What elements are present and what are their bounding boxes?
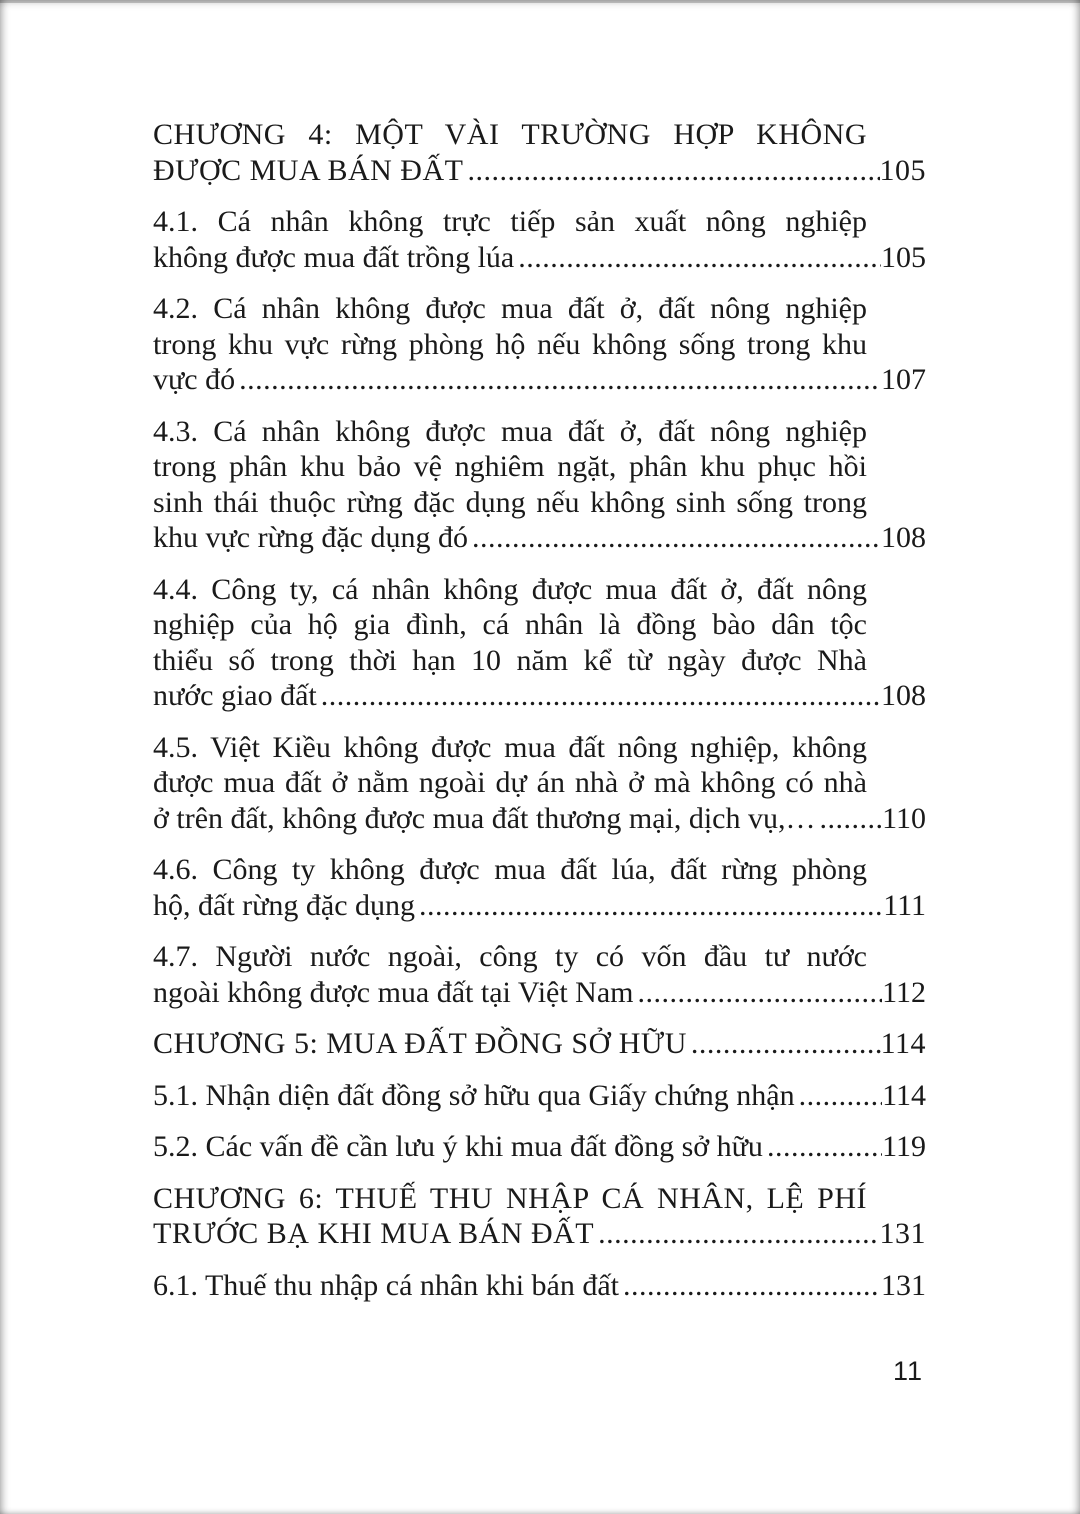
page-top-edge xyxy=(0,0,1080,3)
dot-leader xyxy=(467,153,879,189)
toc-entry-last-line xyxy=(153,1268,926,1304)
toc-entry-4-7[interactable] xyxy=(153,939,926,1010)
toc-entry-last-line xyxy=(153,801,926,837)
toc-entry-last-line xyxy=(153,240,926,276)
toc-entry-text-line: CHƯƠNG 6: THUẾ THU NHẬP CÁ NHÂN, LỆ PHÍ xyxy=(153,1181,867,1215)
toc-entry-text: 5.1. Nhận diện đất đồng sở hữu qua Giấy chứng nhận xyxy=(153,1078,795,1112)
toc-page-number: 131 xyxy=(881,1268,926,1302)
dot-leader xyxy=(623,1268,881,1304)
toc-entry-4-4[interactable] xyxy=(153,572,926,714)
toc-entry-text: 5.2. Các vấn đề cần lưu ý khi mua đất đồng sở hữu xyxy=(153,1130,763,1163)
toc-entry-last-line xyxy=(153,153,926,189)
toc-entry-text-line: 4.6. Công ty không được mua đất lúa, đất rừng phòng xyxy=(153,853,867,886)
toc-entry-text-line: 4.7. Người nước ngoài, công ty có vốn đầu tư nước xyxy=(153,940,867,973)
toc-page-number: 108 xyxy=(881,521,926,554)
dot-leader xyxy=(321,678,881,714)
toc-entry-4-2[interactable] xyxy=(153,291,926,398)
table-of-contents xyxy=(153,117,926,1319)
toc-entry-chapter-4[interactable] xyxy=(153,117,926,188)
toc-entry-text: CHƯƠNG 5: MUA ĐẤT ĐỒNG SỞ HỮU xyxy=(153,1027,687,1060)
page-number: 11 xyxy=(892,1356,923,1386)
toc-page-number: 110 xyxy=(882,801,926,835)
toc-entry-chapter-6[interactable] xyxy=(153,1181,926,1252)
toc-entry-text-line: trong phân khu bảo vệ nghiêm ngặt, phân khu phục hồi xyxy=(153,450,867,483)
toc-entry-text: hộ, đất rừng đặc dụng xyxy=(153,888,416,922)
dot-leader xyxy=(820,801,883,837)
toc-entry-last-line xyxy=(153,1216,926,1252)
dot-leader xyxy=(691,1026,881,1062)
toc-entry-text: khu vực rừng đặc dụng đó xyxy=(153,521,468,554)
toc-entry-text-line: 4.4. Công ty, cá nhân không được mua đất ở, đất nông xyxy=(153,572,867,606)
toc-entry-text-line: trong khu vực rừng phòng hộ nếu không sống trong khu xyxy=(153,327,867,361)
toc-entry-text: 6.1. Thuế thu nhập cá nhân khi bán đất xyxy=(153,1268,619,1302)
toc-entry-text: ngoài không được mua đất tại Việt Nam xyxy=(153,975,634,1009)
toc-entry-text-line: 4.3. Cá nhân không được mua đất ở, đất nông nghiệp xyxy=(153,414,867,448)
toc-entry-5-2[interactable] xyxy=(153,1129,926,1165)
dot-leader xyxy=(638,975,883,1011)
toc-entry-text: nước giao đất xyxy=(153,679,317,712)
toc-entry-text-line: thiểu số trong thời hạn 10 năm kể từ ngày được Nhà xyxy=(153,643,867,677)
toc-entry-4-1[interactable] xyxy=(153,204,926,275)
toc-page-number: 114 xyxy=(882,1078,926,1112)
toc-entry-text-line: 4.5. Việt Kiều không được mua đất nông nghiệp, không xyxy=(153,730,867,764)
toc-entry-last-line xyxy=(153,678,926,714)
toc-page-number: 112 xyxy=(882,975,926,1009)
toc-entry-text: không được mua đất trồng lúa xyxy=(153,240,515,274)
toc-entry-text-line: nghiệp của hộ gia đình, cá nhân là đồng bào dân tộc xyxy=(153,608,867,641)
dot-leader xyxy=(598,1216,879,1252)
toc-entry-text-line: sinh thái thuộc rừng đặc dụng nếu không sinh sống trong xyxy=(153,485,867,519)
toc-page-number: 108 xyxy=(881,679,926,712)
toc-entry-last-line xyxy=(153,1078,926,1114)
toc-entry-last-line xyxy=(153,520,926,556)
toc-page-number: 114 xyxy=(880,1027,926,1060)
dot-leader xyxy=(799,1078,883,1114)
toc-entry-6-1[interactable] xyxy=(153,1268,926,1304)
toc-entry-text: TRƯỚC BẠ KHI MUA BÁN ĐẤT xyxy=(153,1217,595,1250)
toc-entry-5-1[interactable] xyxy=(153,1078,926,1114)
toc-entry-4-3[interactable] xyxy=(153,414,926,556)
toc-page-number: 119 xyxy=(882,1130,926,1163)
toc-entry-last-line xyxy=(153,1026,926,1062)
toc-page-number: 105 xyxy=(881,240,926,274)
toc-entry-4-6[interactable] xyxy=(153,852,926,923)
toc-entry-text: ở trên đất, không được mua đất thương mại, dịch vụ,… xyxy=(153,801,816,835)
dot-leader xyxy=(419,888,883,924)
toc-entry-text-line: CHƯƠNG 4: MỘT VÀI TRƯỜNG HỢP KHÔNG xyxy=(153,118,867,151)
toc-entry-4-5[interactable] xyxy=(153,730,926,837)
dot-leader xyxy=(518,240,881,276)
dot-leader xyxy=(767,1129,882,1165)
toc-entry-last-line xyxy=(153,1129,926,1165)
toc-entry-last-line xyxy=(153,975,926,1011)
toc-entry-text-line: được mua đất ở nằm ngoài dự án nhà ở mà không có nhà xyxy=(153,766,867,799)
dot-leader xyxy=(472,520,881,556)
toc-page-number: 131 xyxy=(879,1217,926,1250)
toc-page-number: 107 xyxy=(881,363,926,396)
dot-leader xyxy=(239,362,881,398)
toc-entry-text: ĐƯỢC MUA BÁN ĐẤT xyxy=(153,153,464,187)
toc-entry-text-line: 4.1. Cá nhân không trực tiếp sản xuất nông nghiệp xyxy=(153,205,867,238)
toc-entry-last-line xyxy=(153,362,926,398)
toc-entry-text-line: 4.2. Cá nhân không được mua đất ở, đất nông nghiệp xyxy=(153,292,867,325)
toc-entry-last-line xyxy=(153,888,926,924)
toc-page-number: 111 xyxy=(883,888,926,922)
toc-entry-chapter-5[interactable] xyxy=(153,1026,926,1062)
toc-entry-text: vực đó xyxy=(153,363,236,396)
toc-page-number: 105 xyxy=(879,153,926,187)
